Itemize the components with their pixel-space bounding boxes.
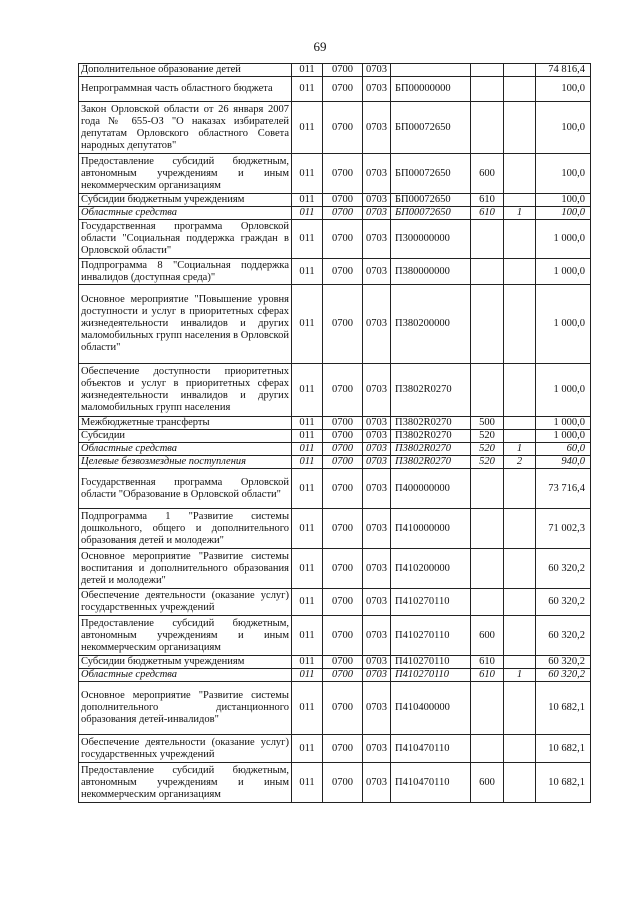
- row-sum-cell: 10 682,1: [536, 682, 591, 735]
- row-subsection-cell: 0703: [363, 669, 391, 682]
- row-section-cell: 0700: [323, 616, 363, 656]
- row-name-cell: Предоставление субсидий бюджетным, автономным учреждениям и иным некоммерческим организациям: [79, 154, 292, 194]
- row-target-article-cell: П410200000: [391, 549, 471, 589]
- row-name-cell: Обеспечение деятельности (оказание услуг) государственных учреждений: [79, 735, 292, 763]
- row-subsection-cell: 0703: [363, 509, 391, 549]
- row-section-cell: 0700: [323, 549, 363, 589]
- row-target-article-cell: [391, 64, 471, 77]
- row-ved-cell: 011: [292, 259, 323, 285]
- table-row: [79, 456, 591, 469]
- row-name-cell: Основное мероприятие "Повышение уровня доступности и услуг в приоритетных сферах жизнедеятельности инвалидов и других маломобильных групп населения в Орловской области": [79, 285, 292, 364]
- row-section-cell: 0700: [323, 443, 363, 456]
- row-subsection-cell: 0703: [363, 364, 391, 417]
- row-source-cell: [504, 549, 536, 589]
- row-section-cell: 0700: [323, 364, 363, 417]
- row-ved-cell: 011: [292, 154, 323, 194]
- row-sum-cell: 60 320,2: [536, 549, 591, 589]
- row-subsection-cell: 0703: [363, 682, 391, 735]
- row-source-cell: 1: [504, 207, 536, 220]
- table-row: [79, 207, 591, 220]
- row-subsection-cell: 0703: [363, 430, 391, 443]
- row-source-cell: [504, 589, 536, 616]
- row-section-cell: 0700: [323, 64, 363, 77]
- row-subsection-cell: 0703: [363, 469, 391, 509]
- row-sum-cell: 60 320,2: [536, 656, 591, 669]
- row-expense-type-cell: 610: [471, 194, 504, 207]
- row-section-cell: 0700: [323, 430, 363, 443]
- table-row: [79, 417, 591, 430]
- row-source-cell: [504, 735, 536, 763]
- budget-table: [78, 63, 591, 803]
- row-section-cell: 0700: [323, 682, 363, 735]
- row-expense-type-cell: 600: [471, 763, 504, 803]
- row-name-cell: Межбюджетные трансферты: [79, 417, 292, 430]
- row-ved-cell: 011: [292, 549, 323, 589]
- row-sum-cell: 1 000,0: [536, 259, 591, 285]
- table-row: [79, 443, 591, 456]
- table-row: [79, 549, 591, 589]
- row-sum-cell: 1 000,0: [536, 285, 591, 364]
- row-target-article-cell: БП00072650: [391, 154, 471, 194]
- row-target-article-cell: П410470110: [391, 763, 471, 803]
- table-row: [79, 656, 591, 669]
- row-sum-cell: 10 682,1: [536, 735, 591, 763]
- row-source-cell: 2: [504, 456, 536, 469]
- row-ved-cell: 011: [292, 364, 323, 417]
- row-sum-cell: 1 000,0: [536, 220, 591, 259]
- row-subsection-cell: 0703: [363, 616, 391, 656]
- row-sum-cell: 1 000,0: [536, 364, 591, 417]
- row-ved-cell: 011: [292, 417, 323, 430]
- row-name-cell: Подпрограмма 8 "Социальная поддержка инвалидов (доступная среда)": [79, 259, 292, 285]
- row-section-cell: 0700: [323, 509, 363, 549]
- row-sum-cell: 60 320,2: [536, 669, 591, 682]
- row-target-article-cell: П300000000: [391, 220, 471, 259]
- row-ved-cell: 011: [292, 656, 323, 669]
- row-expense-type-cell: 610: [471, 669, 504, 682]
- row-sum-cell: 73 716,4: [536, 469, 591, 509]
- table-body: [79, 64, 591, 803]
- table-row: [79, 364, 591, 417]
- row-source-cell: [504, 417, 536, 430]
- row-target-article-cell: П410270110: [391, 616, 471, 656]
- row-name-cell: Субсидии бюджетным учреждениям: [79, 656, 292, 669]
- row-section-cell: 0700: [323, 735, 363, 763]
- row-sum-cell: 1 000,0: [536, 430, 591, 443]
- row-expense-type-cell: [471, 589, 504, 616]
- row-section-cell: 0700: [323, 154, 363, 194]
- row-expense-type-cell: [471, 259, 504, 285]
- row-sum-cell: 100,0: [536, 207, 591, 220]
- row-target-article-cell: П3802R0270: [391, 456, 471, 469]
- row-expense-type-cell: 600: [471, 154, 504, 194]
- row-expense-type-cell: [471, 735, 504, 763]
- row-expense-type-cell: [471, 469, 504, 509]
- row-target-article-cell: П3802R0270: [391, 417, 471, 430]
- row-source-cell: [504, 682, 536, 735]
- row-section-cell: 0700: [323, 194, 363, 207]
- row-target-article-cell: П380000000: [391, 259, 471, 285]
- table-row: [79, 77, 591, 102]
- row-target-article-cell: П3802R0270: [391, 364, 471, 417]
- table-row: [79, 259, 591, 285]
- row-expense-type-cell: 500: [471, 417, 504, 430]
- row-ved-cell: 011: [292, 285, 323, 364]
- row-ved-cell: 011: [292, 207, 323, 220]
- row-name-cell: Основное мероприятие "Развитие системы дополнительного дистанционного образования детей-инвалидов": [79, 682, 292, 735]
- row-target-article-cell: П380200000: [391, 285, 471, 364]
- row-sum-cell: 940,0: [536, 456, 591, 469]
- row-ved-cell: 011: [292, 682, 323, 735]
- row-subsection-cell: 0703: [363, 763, 391, 803]
- row-name-cell: Основное мероприятие "Развитие системы воспитания и дополнительного образования детей и молодежи": [79, 549, 292, 589]
- row-target-article-cell: П410400000: [391, 682, 471, 735]
- row-target-article-cell: БП00072650: [391, 102, 471, 154]
- row-expense-type-cell: [471, 102, 504, 154]
- row-source-cell: [504, 656, 536, 669]
- table-row: [79, 102, 591, 154]
- row-expense-type-cell: 610: [471, 207, 504, 220]
- row-target-article-cell: П410270110: [391, 589, 471, 616]
- row-section-cell: 0700: [323, 763, 363, 803]
- row-expense-type-cell: [471, 77, 504, 102]
- table-row: [79, 616, 591, 656]
- row-subsection-cell: 0703: [363, 417, 391, 430]
- row-section-cell: 0700: [323, 417, 363, 430]
- row-ved-cell: 011: [292, 102, 323, 154]
- table-row: [79, 64, 591, 77]
- row-target-article-cell: П3802R0270: [391, 443, 471, 456]
- row-name-cell: Непрограммная часть областного бюджета: [79, 77, 292, 102]
- row-subsection-cell: 0703: [363, 259, 391, 285]
- row-source-cell: [504, 763, 536, 803]
- row-sum-cell: 1 000,0: [536, 417, 591, 430]
- row-name-cell: Субсидии бюджетным учреждениям: [79, 194, 292, 207]
- row-subsection-cell: 0703: [363, 77, 391, 102]
- row-ved-cell: 011: [292, 589, 323, 616]
- row-source-cell: [504, 364, 536, 417]
- row-target-article-cell: БП00072650: [391, 194, 471, 207]
- row-name-cell: Подпрограмма 1 "Развитие системы дошкольного, общего и дополнительного образования детей и молодежи": [79, 509, 292, 549]
- row-subsection-cell: 0703: [363, 220, 391, 259]
- row-source-cell: [504, 259, 536, 285]
- row-source-cell: [504, 154, 536, 194]
- row-subsection-cell: 0703: [363, 285, 391, 364]
- row-section-cell: 0700: [323, 207, 363, 220]
- row-section-cell: 0700: [323, 589, 363, 616]
- row-target-article-cell: БП00000000: [391, 77, 471, 102]
- row-ved-cell: 011: [292, 430, 323, 443]
- row-target-article-cell: П410470110: [391, 735, 471, 763]
- row-section-cell: 0700: [323, 285, 363, 364]
- row-ved-cell: 011: [292, 669, 323, 682]
- row-subsection-cell: 0703: [363, 102, 391, 154]
- row-source-cell: [504, 469, 536, 509]
- row-target-article-cell: БП00072650: [391, 207, 471, 220]
- row-source-cell: 1: [504, 443, 536, 456]
- row-source-cell: [504, 64, 536, 77]
- table-row: [79, 682, 591, 735]
- table-row: [79, 589, 591, 616]
- table-row: [79, 285, 591, 364]
- row-name-cell: Целевые безвозмездные поступления: [79, 456, 292, 469]
- row-ved-cell: 011: [292, 616, 323, 656]
- row-subsection-cell: 0703: [363, 154, 391, 194]
- row-ved-cell: 011: [292, 443, 323, 456]
- row-sum-cell: 60 320,2: [536, 616, 591, 656]
- row-name-cell: Дополнительное образование детей: [79, 64, 292, 77]
- row-source-cell: [504, 220, 536, 259]
- table-row: [79, 154, 591, 194]
- row-subsection-cell: 0703: [363, 64, 391, 77]
- row-target-article-cell: П3802R0270: [391, 430, 471, 443]
- row-sum-cell: 100,0: [536, 77, 591, 102]
- row-subsection-cell: 0703: [363, 207, 391, 220]
- row-source-cell: [504, 102, 536, 154]
- row-name-cell: Обеспечение деятельности (оказание услуг) государственных учреждений: [79, 589, 292, 616]
- table-row: [79, 430, 591, 443]
- row-expense-type-cell: [471, 220, 504, 259]
- row-source-cell: [504, 616, 536, 656]
- row-sum-cell: 100,0: [536, 102, 591, 154]
- row-ved-cell: 011: [292, 763, 323, 803]
- row-name-cell: Областные средства: [79, 669, 292, 682]
- row-subsection-cell: 0703: [363, 656, 391, 669]
- row-section-cell: 0700: [323, 77, 363, 102]
- row-section-cell: 0700: [323, 259, 363, 285]
- row-ved-cell: 011: [292, 735, 323, 763]
- table-row: [79, 763, 591, 803]
- row-subsection-cell: 0703: [363, 443, 391, 456]
- row-name-cell: Закон Орловской области от 26 января 2007 года № 655-ОЗ "О наказах избирателей депутатам Орловского областного Совета народных депутатов": [79, 102, 292, 154]
- row-name-cell: Государственная программа Орловской области "Социальная поддержка граждан в Орловской области": [79, 220, 292, 259]
- row-source-cell: [504, 77, 536, 102]
- row-section-cell: 0700: [323, 220, 363, 259]
- row-section-cell: 0700: [323, 469, 363, 509]
- table-row: [79, 509, 591, 549]
- row-source-cell: [504, 509, 536, 549]
- row-name-cell: Областные средства: [79, 443, 292, 456]
- row-expense-type-cell: [471, 549, 504, 589]
- row-expense-type-cell: 610: [471, 656, 504, 669]
- row-ved-cell: 011: [292, 64, 323, 77]
- row-sum-cell: 100,0: [536, 154, 591, 194]
- row-ved-cell: 011: [292, 509, 323, 549]
- row-subsection-cell: 0703: [363, 589, 391, 616]
- row-sum-cell: 100,0: [536, 194, 591, 207]
- table-row: [79, 469, 591, 509]
- table-row: [79, 220, 591, 259]
- row-expense-type-cell: [471, 509, 504, 549]
- row-expense-type-cell: 520: [471, 430, 504, 443]
- row-sum-cell: 60,0: [536, 443, 591, 456]
- row-subsection-cell: 0703: [363, 194, 391, 207]
- row-expense-type-cell: [471, 285, 504, 364]
- row-ved-cell: 011: [292, 77, 323, 102]
- row-source-cell: 1: [504, 669, 536, 682]
- table-row: [79, 669, 591, 682]
- row-name-cell: Государственная программа Орловской области "Образование в Орловской области": [79, 469, 292, 509]
- row-subsection-cell: 0703: [363, 549, 391, 589]
- row-source-cell: [504, 285, 536, 364]
- row-ved-cell: 011: [292, 220, 323, 259]
- row-expense-type-cell: [471, 64, 504, 77]
- row-ved-cell: 011: [292, 469, 323, 509]
- row-target-article-cell: П410270110: [391, 656, 471, 669]
- row-expense-type-cell: 600: [471, 616, 504, 656]
- row-ved-cell: 011: [292, 194, 323, 207]
- row-sum-cell: 74 816,4: [536, 64, 591, 77]
- row-subsection-cell: 0703: [363, 735, 391, 763]
- row-section-cell: 0700: [323, 669, 363, 682]
- row-ved-cell: 011: [292, 456, 323, 469]
- table-row: [79, 735, 591, 763]
- row-target-article-cell: П400000000: [391, 469, 471, 509]
- row-section-cell: 0700: [323, 656, 363, 669]
- row-subsection-cell: 0703: [363, 456, 391, 469]
- row-target-article-cell: П410000000: [391, 509, 471, 549]
- row-source-cell: [504, 194, 536, 207]
- row-target-article-cell: П410270110: [391, 669, 471, 682]
- page-number: 69: [313, 39, 327, 54]
- row-expense-type-cell: [471, 364, 504, 417]
- row-expense-type-cell: 520: [471, 456, 504, 469]
- row-expense-type-cell: 520: [471, 443, 504, 456]
- row-sum-cell: 60 320,2: [536, 589, 591, 616]
- row-name-cell: Обеспечение доступности приоритетных объектов и услуг в приоритетных сферах жизнедеятельности инвалидов и других маломобильных групп населения: [79, 364, 292, 417]
- row-name-cell: Предоставление субсидий бюджетным, автономным учреждениям и иным некоммерческим организациям: [79, 616, 292, 656]
- row-name-cell: Субсидии: [79, 430, 292, 443]
- row-sum-cell: 10 682,1: [536, 763, 591, 803]
- row-name-cell: Предоставление субсидий бюджетным, автономным учреждениям и иным некоммерческим организациям: [79, 763, 292, 803]
- row-section-cell: 0700: [323, 102, 363, 154]
- table-row: [79, 194, 591, 207]
- row-sum-cell: 71 002,3: [536, 509, 591, 549]
- row-expense-type-cell: [471, 682, 504, 735]
- row-section-cell: 0700: [323, 456, 363, 469]
- row-name-cell: Областные средства: [79, 207, 292, 220]
- row-source-cell: [504, 430, 536, 443]
